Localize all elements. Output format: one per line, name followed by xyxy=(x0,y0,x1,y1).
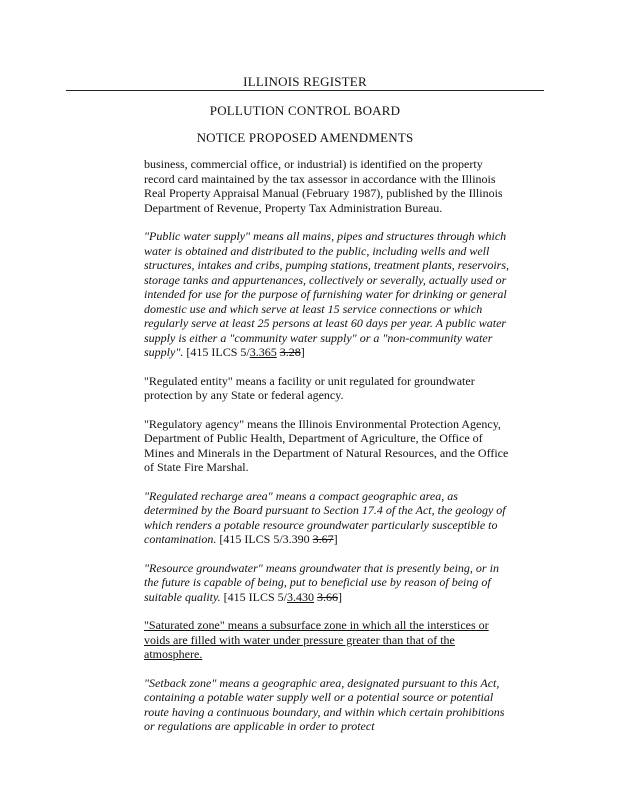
definition-regulated-recharge-area xyxy=(144,489,509,547)
definition-setback-zone xyxy=(144,676,509,734)
definition-text: "Setback zone" means a geographic area, designated pursuant to this Act, containing a potable water supply well or a potential source or potential route having a continuous boundary, and within which certain prohibitions or regulations are applicable in order to protect xyxy=(144,675,505,733)
citation-suffix: ] xyxy=(338,589,343,604)
board-title: POLLUTION CONTROL BOARD xyxy=(209,103,401,118)
paragraph-tax-assessor xyxy=(144,157,509,215)
citation-deleted: 3.67 xyxy=(312,532,334,546)
header-rule xyxy=(66,90,544,91)
definition-text-continued: the geology of which renders a potable resource groundwater particularly susceptible to contamination. xyxy=(144,503,506,546)
definition-text: "Regulated recharge area" means a compact geographic area, as determined by the Board pursuant to Section 17.4 of the Act, xyxy=(144,488,458,517)
citation-inserted: 3.365 xyxy=(249,345,277,359)
citation-deleted: 3.66 xyxy=(317,589,339,604)
definition-regulated-entity xyxy=(144,374,509,403)
register-title: ILLINOIS REGISTER xyxy=(243,74,367,89)
citation-inserted: 3.430 xyxy=(287,589,315,604)
citation-prefix: [415 ILCS 5/ xyxy=(183,345,250,359)
citation-suffix: ] xyxy=(333,532,338,546)
notice-title: NOTICE PROPOSED AMENDMENTS xyxy=(196,130,414,145)
definition-text: "Regulatory agency" means the Illinois Environmental Protection Agency, Department of Public Health, Department of Agriculture, the Office of Mines and Minerals in the Department of Natural Resources, and the Office of State Fire Marshal. xyxy=(144,416,509,474)
citation-deleted: 3.28 xyxy=(279,345,301,359)
definition-saturated-zone xyxy=(144,618,509,662)
definition-resource-groundwater xyxy=(144,561,509,605)
definition-text: "Resource groundwater" means groundwater that is presently being, or in the future is capable of being, put to beneficial use by reason of being of suitable quality. xyxy=(144,560,499,604)
definition-public-water-supply xyxy=(144,229,509,360)
paragraph-text: business, commercial office, or industrial) is identified on the property record card maintained by the tax assessor in accordance with the Illinois Real Property Appraisal Manual (February 1987), published by the Illinois Department of Revenue, Property Tax Administration Bureau. xyxy=(144,157,503,215)
citation-prefix: [415 ILCS 5/3.390 xyxy=(216,532,313,546)
definition-regulatory-agency xyxy=(144,417,509,475)
citation-prefix: [415 ILCS 5/ xyxy=(220,589,288,604)
definition-text-inserted: "Saturated zone" means a subsurface zone in which all the interstices or voids are filled with water under pressure greater than that of the atmosphere. xyxy=(144,618,489,661)
definition-text: "Public water supply" means all mains, pipes and structures through which water is obtained and distributed to the public, including wells and well structures, intakes and cribs, pumping stations, treatment plants, reservoirs, storage tanks and appurtenances, collectively or severally, actually used or intended for use for the purpose of furnishing water for drinking or general domestic use and which serve at least 15 service connections or which regularly serve at least 25 persons at least 60 days per year. A public water supply is either a "community water supply" or a "non-community water supply". xyxy=(144,229,509,359)
document-body xyxy=(144,157,509,748)
definition-text: "Regulated entity" means a facility or unit regulated for groundwater protection by any State or federal agency. xyxy=(144,373,475,402)
citation-suffix: ] xyxy=(300,345,305,359)
